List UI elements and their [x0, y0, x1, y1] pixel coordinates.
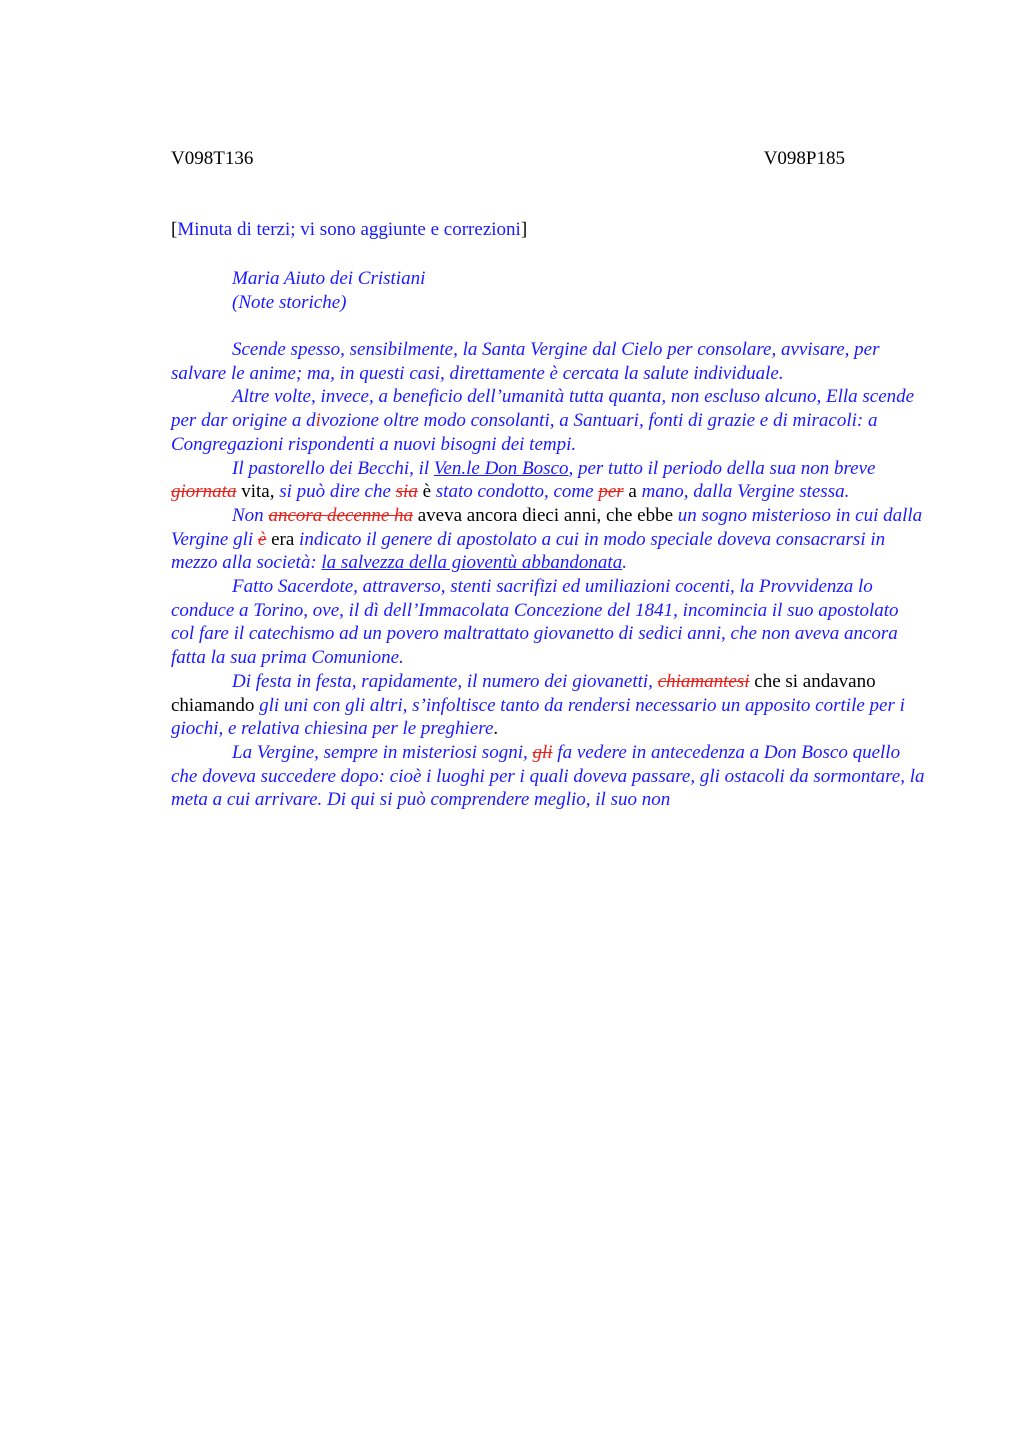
- p3-text-e: mano, dalla Vergine stessa.: [636, 481, 850, 503]
- p2-inserted-letter: i: [315, 410, 321, 432]
- title-line-2: (Note storiche): [232, 292, 347, 313]
- p4-text-c: indicato il genere di apostolato a cui in modo speciale doveva consacrarsi in mezzo alla società:: [171, 528, 886, 574]
- p3-deletion-1: giornata: [171, 481, 237, 503]
- p3-deletion-3: per: [598, 481, 624, 503]
- paragraph-2: [171, 385, 926, 456]
- p6-text-a: Di festa in festa, rapidamente, il numero dei giovanetti,: [232, 670, 658, 692]
- p3-underlined-name: Ven.le Don Bosco: [433, 457, 569, 479]
- p4-text-d: .: [622, 552, 627, 574]
- p4-text-a: Non: [232, 504, 269, 526]
- paragraph-3: [171, 457, 926, 504]
- p7-deletion-1: gli: [532, 741, 553, 763]
- p1-text: Scende spesso, sensibilmente, la Santa Vergine dal Cielo per consolare, avvisare, per salvare le anime; ma, in questi casi, direttamente è cercata la salute individuale.: [171, 339, 880, 384]
- note-open-bracket: [: [171, 219, 178, 240]
- document-title: [232, 267, 425, 315]
- document-code-left: V098T136: [171, 148, 254, 169]
- p6-period: .: [493, 718, 499, 740]
- p3-deletion-2: sia: [395, 481, 418, 503]
- p3-insertion-3: a: [623, 481, 637, 503]
- document-code-right: V098P185: [763, 148, 845, 169]
- p4-insertion-2: era: [266, 528, 295, 550]
- paragraph-5: [171, 575, 926, 670]
- p7-text-b: fa vedere in antecedenza a Don Bosco quello che doveva succedere dopo: cioè i luoghi per i quali doveva passare, gli ostacoli da sormontare, la meta a cui arrivare. Di qui si può comprendere meglio, il suo non: [171, 741, 925, 811]
- p6-text-b: gli uni con gli altri, s’infoltisce tanto da rendersi necessario un apposito cortile per i giochi, e relativa chiesina per le preghiere: [171, 694, 905, 740]
- p3-text-a: Il pastorello dei Becchi, il: [232, 457, 434, 479]
- document-body: [171, 338, 926, 812]
- note-text: Minuta di terzi; vi sono aggiunte e correzioni: [177, 219, 521, 240]
- paragraph-7: [171, 741, 926, 812]
- title-line-1: Maria Aiuto dei Cristiani: [232, 268, 426, 289]
- note-close-bracket: ]: [520, 219, 528, 240]
- p4-deletion-2: è: [257, 528, 267, 550]
- p6-insertion-1: che si andavano chiamando: [171, 670, 876, 716]
- p3-text-d: stato condotto, come: [431, 481, 599, 503]
- paragraph-1: [171, 338, 926, 385]
- page-header: [171, 148, 845, 172]
- p3-text-c: si può dire che: [274, 481, 396, 503]
- p2-text-a: Altre volte, invece, a beneficio dell’umanità tutta quanta, non escluso alcuno, Ella scende per dar origine a d: [171, 386, 915, 432]
- p4-text-b: un sogno misterioso in cui dalla Vergine gli: [171, 504, 923, 550]
- paragraph-4: [171, 504, 926, 575]
- editorial-note: [171, 219, 527, 241]
- p7-text-a: La Vergine, sempre in misteriosi sogni,: [232, 741, 533, 763]
- p4-insertion-1: aveva ancora dieci anni, che ebbe: [413, 504, 674, 526]
- p2-text-b: vozione oltre modo consolanti, a Santuari, fonti di grazie e di miracoli: a Congregazioni rispondenti a nuovi bisogni dei tempi.: [171, 410, 878, 455]
- p4-deletion-1: ancora decenne ha: [268, 504, 413, 526]
- p5-text: Fatto Sacerdote, attraverso, stenti sacrifizi ed umiliazioni cocenti, la Provvidenza lo conduce a Torino, ove, il dì dell’Immacolata Concezione del 1841, incomincia il suo apostolato col fare il catechismo ad un povero maltrattato giovanetto di sedici anni, che non aveva ancora fatta la sua prima Comunione.: [171, 576, 899, 669]
- p3-insertion-2: è: [417, 481, 432, 503]
- paragraph-6: [171, 670, 926, 741]
- p3-text-b: , per tutto il periodo della sua non breve: [568, 457, 876, 479]
- p6-deletion-1: chiamantesi: [657, 670, 750, 692]
- p4-underlined-phrase: la salvezza della gioventù abbandonata: [321, 552, 623, 574]
- p3-insertion-1: vita,: [236, 481, 275, 503]
